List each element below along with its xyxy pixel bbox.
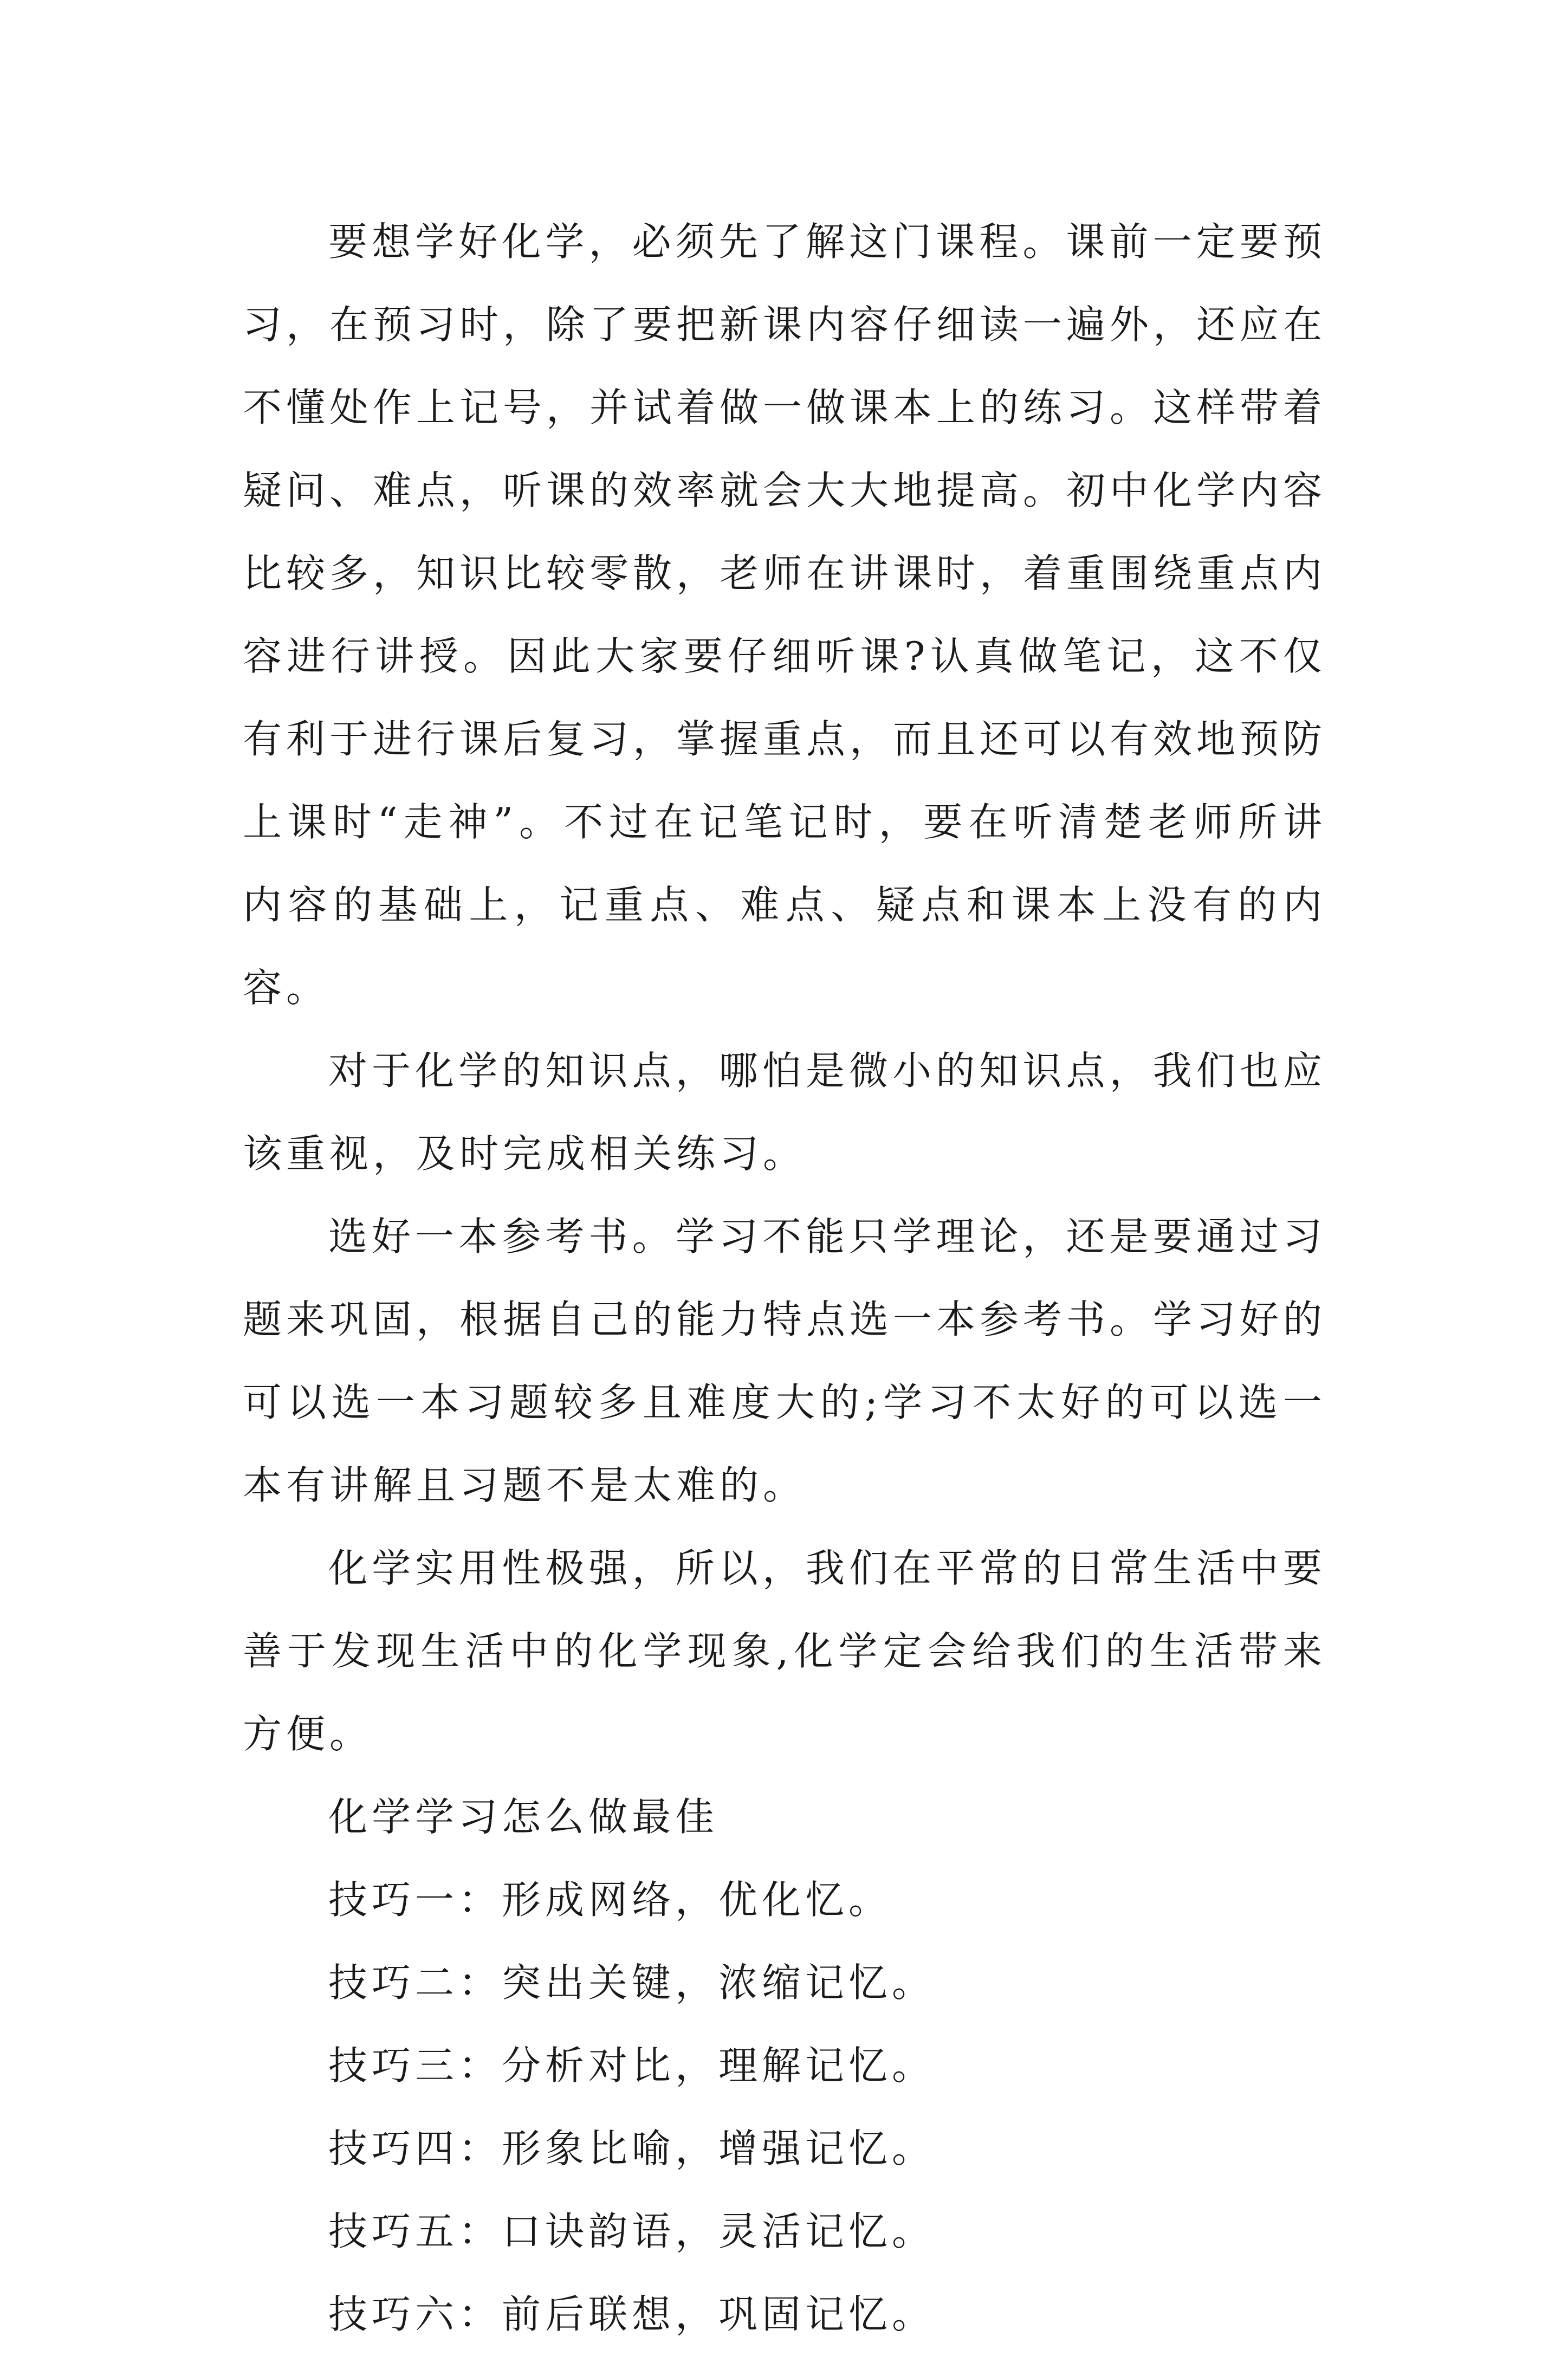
- paragraph-preview: 要想学好化学，必须先了解这门课程。课前一定要预习，在预习时，除了要把新课内容仔细读一遍外，还应在不懂处作上记号，并试着做一做课本上的练习。这样带着疑问、难点，听课的效率就会大大地提高。初中化学内容比较多，知识比较零散，老师在讲课时，着重围绕重点内容进行讲授。因此大家要仔细听课?认真做笔记，这不仅有利于进行课后复习，掌握重点，而且还可以有效地预防上课时“走神”。不过在记笔记时，要在听清楚老师所讲内容的基础上，记重点、难点、疑点和课本上没有的内容。: [243, 219, 1327, 1011]
- paragraph-knowledge-points: 对于化学的知识点，哪怕是微小的知识点，我们也应该重视，及时完成相关练习。: [243, 1048, 1326, 1176]
- section-heading: 化学学习怎么做最佳: [328, 1794, 719, 1840]
- paragraph-practical-use: 化学实用性极强，所以，我们在平常的日常生活中要善于发现生活中的化学现象,化学定会给我们的生活带来方便。: [243, 1545, 1326, 1757]
- tip-item: 技巧六：前后联想，巩固记忆。: [328, 2292, 936, 2337]
- tip-item: 技巧三：分析对比，理解记忆。: [328, 2043, 936, 2088]
- tip-item: 技巧一：形成网络，优化忆。: [328, 1877, 892, 1923]
- document-body: [243, 200, 1326, 2356]
- paragraph-reference-book: 选好一本参考书。学习不能只学理论，还是要通过习题来巩固，根据自己的能力特点选一本参考书。学习好的可以选一本习题较多且难度大的;学习不太好的可以选一本有讲解且习题不是太难的。: [243, 1214, 1327, 1508]
- tip-item: 技巧五：口诀韵语，灵活记忆。: [328, 2209, 936, 2254]
- tip-item: 技巧二：突出关键，浓缩记忆。: [328, 1960, 936, 2005]
- tip-item: 技巧四：形象比喻，增强记忆。: [328, 2126, 936, 2171]
